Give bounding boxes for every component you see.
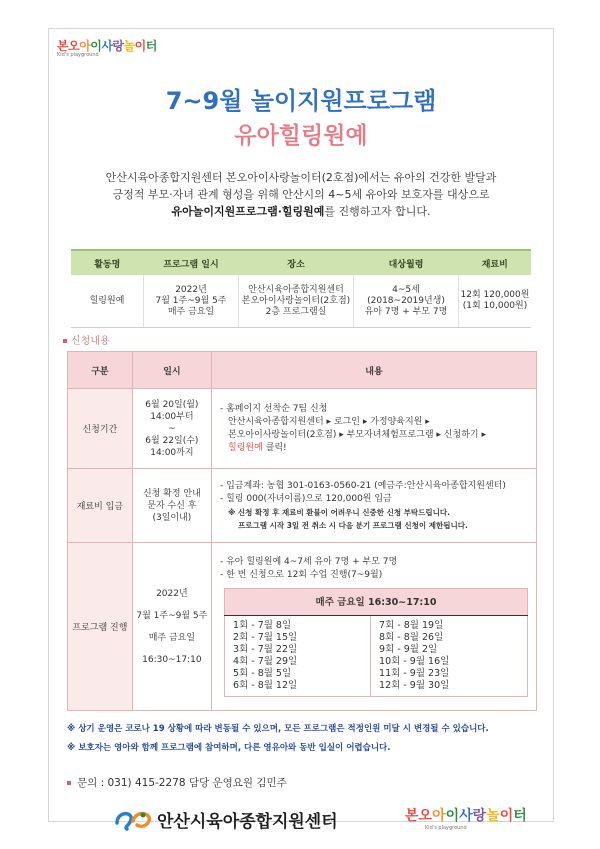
schedule-item: 7회 - 8월 19일: [379, 620, 444, 631]
row-label: 프로그램 진행: [68, 543, 133, 711]
logo-letter: 아: [79, 39, 91, 53]
cell-line: 16:30~17:10: [142, 654, 202, 665]
table-row: [68, 389, 537, 469]
content-line: - 홈페이지 선착순 7팀 신청: [220, 403, 328, 414]
note-line: ※ 상기 운영은 코로나 19 상황에 따라 변동될 수 있으며, 모든 프로그램은 적정인원 미달 시 변경될 수 있습니다.: [67, 724, 489, 734]
content-line: - 힐링 000(자녀이름)으로 120,000원 입금: [220, 493, 392, 504]
logo-letter: 랑: [472, 808, 487, 824]
cell-line: 유아 7명 + 부모 7명: [364, 306, 448, 317]
note-line: ※ 보호자는 영아와 함께 프로그램에 참여하며, 다른 영유아와 동반 입실이 어렵습니다.: [67, 743, 391, 753]
cell-line: 7월 1주~9월 5주: [136, 610, 208, 621]
schedule-right: [371, 616, 528, 697]
schedule-table: [224, 588, 528, 697]
cell-line: (1회 10,000원): [462, 301, 528, 311]
program-date: [144, 275, 239, 328]
cell-line: ~: [168, 423, 176, 434]
cell-line: 신청 확정 안내: [142, 488, 201, 499]
intro-line: 안산시육아종합지원센터 본오아이사랑놀이터(2호점)에서는 유아의 건강한 발달과: [105, 171, 497, 184]
logo-letter: 이: [90, 39, 102, 53]
header-cell: 일시: [132, 352, 211, 389]
bullet-square: [67, 781, 71, 785]
section-label-text: 신청내용: [71, 336, 110, 347]
schedule-item: 11회 - 9월 23일: [379, 668, 450, 679]
schedule-item: 4회 - 7월 29일: [233, 656, 298, 667]
target-age: [354, 275, 459, 328]
header-cell: 활동명: [71, 250, 144, 275]
fee-note: ※ 신청 확정 후 재료비 환불이 어려우니 신중한 신청 부탁드립니다.: [228, 507, 451, 517]
schedule-item: 6회 - 8월 12일: [233, 680, 298, 691]
row-label: 재료비 입금: [68, 469, 133, 543]
logo-letter: 랑: [112, 39, 124, 53]
logo-letter: 터: [145, 39, 157, 53]
row-content: [212, 543, 537, 711]
logo-letter: 이: [445, 808, 460, 824]
logo-prefix: 본오: [57, 39, 80, 53]
header-cell: 장소: [239, 250, 354, 275]
row-date: [132, 469, 211, 543]
cell-line: 6월 20일(월): [145, 399, 199, 410]
overview-table: [71, 249, 531, 328]
cell-line: (3일이내): [152, 512, 192, 523]
cell-line: 매주 금요일: [148, 632, 196, 643]
logo-letter: 터: [513, 808, 527, 824]
row-label: 신청기간: [68, 389, 133, 469]
header-cell: 구분: [68, 352, 133, 389]
table-row: [68, 469, 537, 543]
place: [239, 275, 354, 328]
schedule-item: 5회 - 8월 5일: [233, 668, 292, 679]
table-row: [71, 275, 531, 328]
schedule-item: 8회 - 8월 26일: [379, 632, 444, 643]
row-date: [132, 389, 211, 469]
schedule-left: [225, 616, 371, 697]
cell-line: 2022년: [175, 284, 207, 295]
schedule-item: 12회 - 9월 30일: [379, 680, 450, 691]
contact-text: 문의 : 031) 415-2278 담당 운영요원 김민주: [77, 777, 287, 789]
footer-sub: Kid's playground: [425, 825, 467, 831]
schedule-item: 3회 - 7월 22일: [233, 644, 298, 655]
logo-letter: 사: [459, 808, 473, 824]
cell-line: 4~5세: [392, 284, 420, 295]
header-cell: 내용: [212, 352, 537, 389]
contact-info: [67, 775, 287, 790]
logo-letter: 놀: [486, 808, 500, 824]
intro-rest: 를 진행하고자 합니다.: [324, 205, 431, 218]
flyer-page: [48, 28, 554, 832]
cell-line: 본오아이사랑놀이터(2호점): [241, 295, 351, 306]
fee-note: 프로그램 시작 3일 전 취소 시 다음 분기 프로그램 신청이 제한됩니다.: [238, 520, 468, 530]
center-logo-icon: [113, 807, 153, 831]
logo-sub: Kid's playground: [57, 52, 99, 58]
bullet-square: [63, 339, 67, 343]
cell-line: 문자 수신 후: [147, 500, 197, 511]
cell-line: 6월 22일(수): [145, 435, 199, 446]
intro-line: 긍정적 부모·자녀 관계 형성을 위해 안산시의 4~5세 유아와 보호자를 대상으로: [112, 188, 490, 201]
highlight-text: 힐링원예: [228, 442, 263, 453]
notes: [67, 720, 547, 758]
application-table: [67, 351, 537, 711]
row-content: [212, 389, 537, 469]
schedule-item: 9회 - 9월 2일: [379, 644, 438, 655]
intro-bold: 유아놀이지원프로그램·힐링원예: [171, 205, 325, 218]
content-line: - 한 번 신청으로 12회 수업 진행(7~9월): [220, 570, 383, 580]
content-line: 안산시육아종합지원센터 ▸ 로그인 ▸ 가정양육지원 ▸: [228, 416, 430, 427]
page-subtitle: 유아힐링원예: [234, 123, 368, 149]
logo-prefix: 본오: [405, 808, 433, 824]
footer-brand: [405, 805, 527, 825]
logo-letter: 놀: [123, 39, 135, 53]
org-name: 안산시육아종합지원센터: [157, 812, 338, 832]
schedule-item: 2회 - 7월 15일: [233, 632, 298, 643]
cell-line: 7월 1주~9월 5주: [155, 295, 227, 306]
content-line: 본오아이사랑놀이터(2호점) ▸ 부모자녀체험프로그램 ▸ 신청하기 ▸: [228, 429, 486, 440]
row-content: [212, 469, 537, 543]
schedule-item: 1회 - 7월 8일: [233, 620, 292, 631]
logo-letter: 이: [134, 39, 146, 53]
content-line: [220, 442, 528, 455]
footer: [113, 805, 533, 835]
cell-line: 2층 프로그램실: [265, 306, 327, 317]
cell-line: 2022년: [156, 588, 188, 599]
intro-line: [49, 203, 553, 220]
logo-letter: 사: [101, 39, 113, 53]
top-logo: [57, 37, 157, 63]
logo-letter: 아: [432, 808, 446, 824]
content-line: - 입금계좌: 농협 301-0163-0560-21 (예금주:안산시육아종합지원센터): [220, 480, 506, 491]
activity-name: 힐링원예: [71, 275, 144, 328]
header-cell: 재료비: [459, 250, 532, 275]
cell-line: 매주 금요일: [167, 306, 215, 317]
cell-line: 12회 120,000원: [460, 290, 530, 300]
row-date: [132, 543, 211, 711]
content-line: - 유아 힐링원예 4~7세 유아 7명 + 부모 7명: [220, 557, 398, 567]
content-text: 클릭!: [262, 442, 287, 453]
section-label: [63, 332, 110, 347]
schedule-item: 10회 - 9월 16일: [379, 656, 450, 667]
material-fee: [459, 275, 532, 328]
cell-line: (2018~2019년생): [367, 295, 445, 306]
page-title: 7~9월 놀이지원프로그램: [165, 87, 437, 115]
logo-letter: 이: [499, 808, 514, 824]
intro-text: [49, 169, 553, 220]
cell-line: 14:00까지: [150, 447, 194, 458]
cell-line: 안산시육아종합지원센터: [248, 284, 344, 295]
schedule-title: 매주 금요일 16:30~17:10: [225, 589, 528, 616]
header-cell: 대상월령: [354, 250, 459, 275]
cell-line: 14:00부터: [150, 411, 194, 422]
table-row: [68, 543, 537, 711]
header-cell: 프로그램 일시: [144, 250, 239, 275]
